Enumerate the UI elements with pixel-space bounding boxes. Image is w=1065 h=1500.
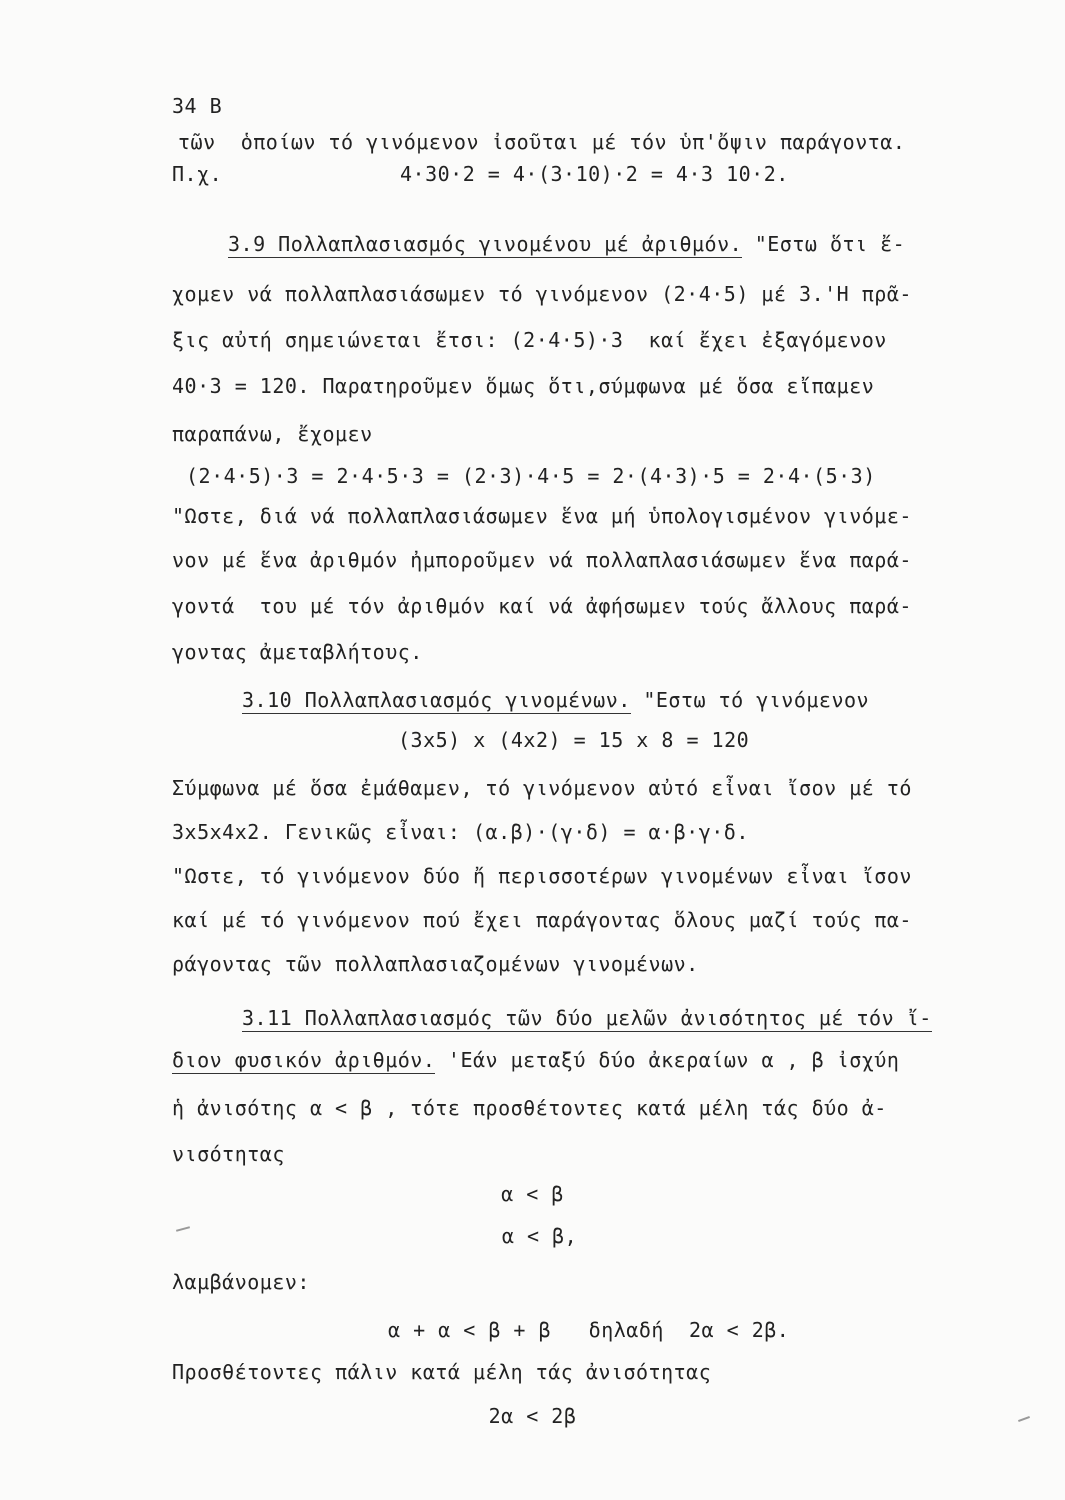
text-line: "Ωστε, διά νά πολλαπλασιάσωμεν ἕνα μή ὑπολογισμένον γινόμε- <box>172 504 912 528</box>
inequality: α < β <box>501 1182 564 1206</box>
example-label: Π.χ. <box>172 162 223 186</box>
section-heading: διον φυσικόν ἀριθμόν. <box>172 1048 436 1072</box>
formula: (2·4·5)·3 = 2·4·5·3 = (2·3)·4·5 = 2·(4·3)·5 = 2·4·(5·3) <box>186 464 876 488</box>
section-3-11-line: διον φυσικόν ἀριθμόν. 'Εάν μεταξύ δύο ἀκεραίων α , β ἰσχύη <box>172 1048 900 1072</box>
text-line: χομεν νά πολλαπλασιάσωμεν τό γινόμενον (2·4·5) μέ 3.'Η πρᾶ- <box>172 282 912 306</box>
text-line: γοντας ἀμεταβλήτους. <box>172 640 423 664</box>
text-line: 3x5x4x2. Γενικῶς εἶναι: (α.β)·(γ·δ) = α·β·γ·δ. <box>172 820 749 844</box>
text-line: παραπάνω, ἔχομεν <box>172 422 373 446</box>
text-line <box>172 160 789 188</box>
text-line: Προσθέτοντες πάλιν κατά μέλη τάς ἀνισότητας <box>172 1360 712 1384</box>
section-3-9-line: 3.9 Πολλαπλασιασμός γινομένου μέ ἀριθμόν. "Εστω ὅτι ἔ- <box>228 232 906 256</box>
text-line: λαμβάνομεν: <box>172 1270 310 1294</box>
section-heading: 3.11 Πολλαπλασιασμός τῶν δύο μελῶν ἀνισότητος μέ τόν ἴ- <box>242 1006 932 1030</box>
text-line: νισότητας <box>172 1142 285 1166</box>
section-heading: 3.10 Πολλαπλασιασμός γινομένων. <box>242 688 631 712</box>
page-number: 34 B <box>172 94 223 118</box>
text-line: ἡ ἀνισότης α < β , τότε προσθέτοντες κατά μέλη τάς δύο ἀ- <box>172 1096 887 1120</box>
text-line: καί μέ τό γινόμενον πού ἔχει παράγοντας ὅλους μαζί τούς πα- <box>172 908 912 932</box>
formula: 4·30·2 = 4·(3·10)·2 = 4·3 10·2. <box>400 162 789 186</box>
text-line: νον μέ ἕνα ἀριθμόν ἠμποροῦμεν νά πολλαπλασιάσωμεν ἕνα παρά- <box>172 548 912 572</box>
text-line: ράγοντας τῶν πολλαπλασιαζομένων γινομένων. <box>172 952 699 976</box>
text-line: Σύμφωνα μέ ὅσα ἐμάθαμεν, τό γινόμενον αὐτό εἶναι ἴσον μέ τό <box>172 776 912 800</box>
text-line: 40·3 = 120. Παρατηροῦμεν ὅμως ὅτι,σύμφωνα μέ ὅσα εἴπαμεν <box>172 374 875 398</box>
section-heading: 3.9 Πολλαπλασιασμός γινομένου μέ ἀριθμόν. <box>228 232 743 256</box>
inequality: α < β, <box>501 1224 578 1248</box>
section-3-10-line: 3.10 Πολλαπλασιασμός γινομένων. "Εστω τό γινόμενον <box>242 688 870 712</box>
text-line: "Ωστε, τό γινόμενον δύο ἤ περισσοτέρων γινομένων εἶναι ἴσον <box>172 864 912 888</box>
inequality: 2α < 2β <box>488 1404 577 1428</box>
formula: α + α < β + β δηλαδή 2α < 2β. <box>388 1318 790 1342</box>
text-line: ξις αὐτή σημειώνεται ἔτσι: (2·4·5)·3 καί ἔχει ἐξαγόμενον <box>172 328 887 352</box>
text-line: τῶν ὁποίων τό γινόμενον ἰσοῦται μέ τόν ὑπ'ὄψιν παράγοντα. <box>178 130 906 154</box>
formula: (3x5) x (4x2) = 15 x 8 = 120 <box>398 728 750 752</box>
text-line: γοντά του μέ τόν ἀριθμόν καί νά ἀφήσωμεν τούς ἄλλους παρά- <box>172 594 912 618</box>
